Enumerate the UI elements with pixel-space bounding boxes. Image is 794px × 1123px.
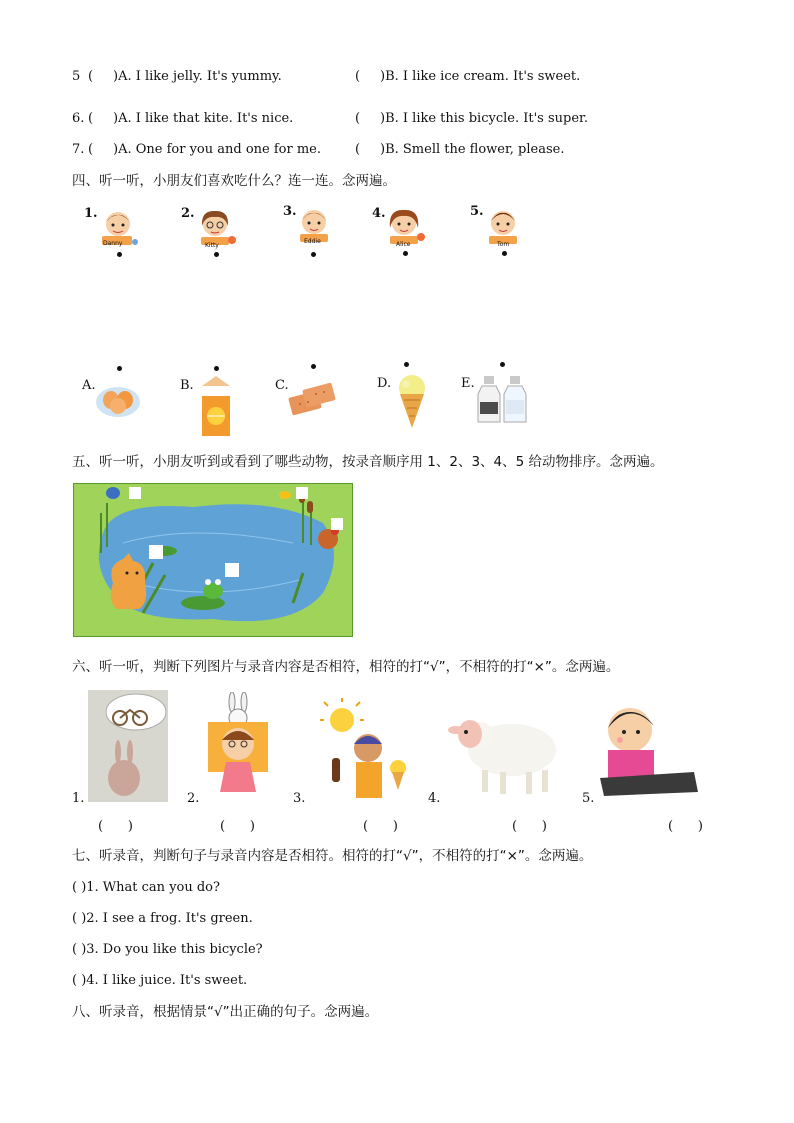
match-dot[interactable] (214, 366, 219, 371)
section-4-heading: 四、听一听，小朋友们喜欢吃什么？连一连。念两遍。 (72, 173, 396, 189)
answer-paren[interactable]: ( ) (668, 819, 703, 834)
section-6-heading: 六、听一听，判断下列图片与录音内容是否相符，相符的打“√”，不相符的打“×”。念两遍。 (72, 659, 620, 675)
item-number: 3. (293, 791, 306, 806)
kid-number: 4. (372, 206, 386, 221)
option-b: )B. Smell the flower, please. (380, 142, 565, 157)
match-dot[interactable] (502, 251, 507, 256)
answer-box[interactable] (331, 518, 343, 530)
kid-name: Kitty (205, 242, 219, 249)
ice-cream-icon (394, 372, 430, 430)
food-label: A. (82, 378, 96, 393)
boy-ice-cream-icon (312, 698, 418, 802)
kid-number: 3. (283, 204, 297, 219)
girl-rabbit-icon (204, 692, 274, 802)
answer-paren[interactable]: ( (88, 142, 94, 157)
option-b: )B. I like ice cream. It's sweet. (380, 69, 581, 84)
answer-paren[interactable]: ( (355, 142, 361, 157)
kid-number: 5. (470, 204, 484, 219)
match-dot[interactable] (117, 252, 122, 257)
option-a: )A. One for you and one for me. (113, 142, 321, 157)
option-a: )A. I like that kite. It's nice. (113, 111, 294, 126)
answer-paren[interactable]: ( ) (220, 819, 255, 834)
section-8-heading: 八、听录音，根据情景“√”出正确的句子。念两遍。 (72, 1004, 379, 1020)
biscuits-icon (288, 380, 336, 416)
sheep-icon (446, 700, 560, 798)
answer-paren[interactable]: ( ) (363, 819, 398, 834)
answer-paren[interactable]: ( (355, 111, 361, 126)
kid-name: Eddie (304, 238, 321, 245)
food-label: E. (461, 376, 475, 391)
match-dot[interactable] (500, 362, 505, 367)
answer-box[interactable] (296, 487, 308, 499)
match-dot[interactable] (311, 364, 316, 369)
match-dot[interactable] (403, 251, 408, 256)
kid-name: Tom (497, 241, 510, 248)
pond-scene-image (73, 483, 353, 637)
answer-paren[interactable]: ( (355, 69, 361, 84)
answer-paren[interactable]: ( ) (512, 819, 547, 834)
eggs-icon (95, 378, 141, 418)
statement-2[interactable]: ( )2. I see a frog. It's green. (72, 911, 253, 926)
answer-box[interactable] (129, 487, 141, 499)
answer-paren[interactable]: ( (88, 69, 94, 84)
statement-3[interactable]: ( )3. Do you like this bicycle? (72, 942, 263, 957)
answer-box[interactable] (149, 545, 163, 559)
kid-name: Alice (396, 241, 411, 248)
food-label: B. (180, 378, 194, 393)
kid-name: Danny (103, 240, 123, 247)
kid-number: 1. (84, 206, 98, 221)
match-dot[interactable] (214, 252, 219, 257)
match-dot[interactable] (404, 362, 409, 367)
juice-carton-icon (198, 374, 234, 438)
item-number: 4. (428, 791, 441, 806)
match-dot[interactable] (311, 252, 316, 257)
statement-4[interactable]: ( )4. I like juice. It's sweet. (72, 973, 248, 988)
option-a: )A. I like jelly. It's yummy. (113, 69, 282, 84)
food-label: C. (275, 378, 289, 393)
option-b: )B. I like this bicycle. It's super. (380, 111, 588, 126)
section-5-heading: 五、听一听，小朋友听到或看到了哪些动物，按录音顺序用 1、2、3、4、5 给动物排序。念两遍。 (72, 454, 664, 470)
item-number: 1. (72, 791, 85, 806)
rabbit-bicycle-icon (88, 690, 168, 802)
question-number: 6. (72, 111, 85, 126)
answer-paren[interactable]: ( (88, 111, 94, 126)
food-label: D. (377, 376, 392, 391)
item-number: 2. (187, 791, 200, 806)
item-number: 5. (582, 791, 595, 806)
match-dot[interactable] (117, 366, 122, 371)
section-7-heading: 七、听录音，判断句子与录音内容是否相符。相符的打“√”，不相符的打“×”。念两遍。 (72, 848, 593, 864)
answer-paren[interactable]: ( ) (98, 819, 133, 834)
question-number: 7. (72, 142, 85, 157)
boy-drawing-icon (598, 700, 698, 796)
milk-bottles-icon (476, 374, 532, 426)
statement-1[interactable]: ( )1. What can you do? (72, 880, 220, 895)
answer-box[interactable] (225, 563, 239, 577)
question-number: 5 (72, 69, 81, 84)
kid-number: 2. (181, 206, 195, 221)
